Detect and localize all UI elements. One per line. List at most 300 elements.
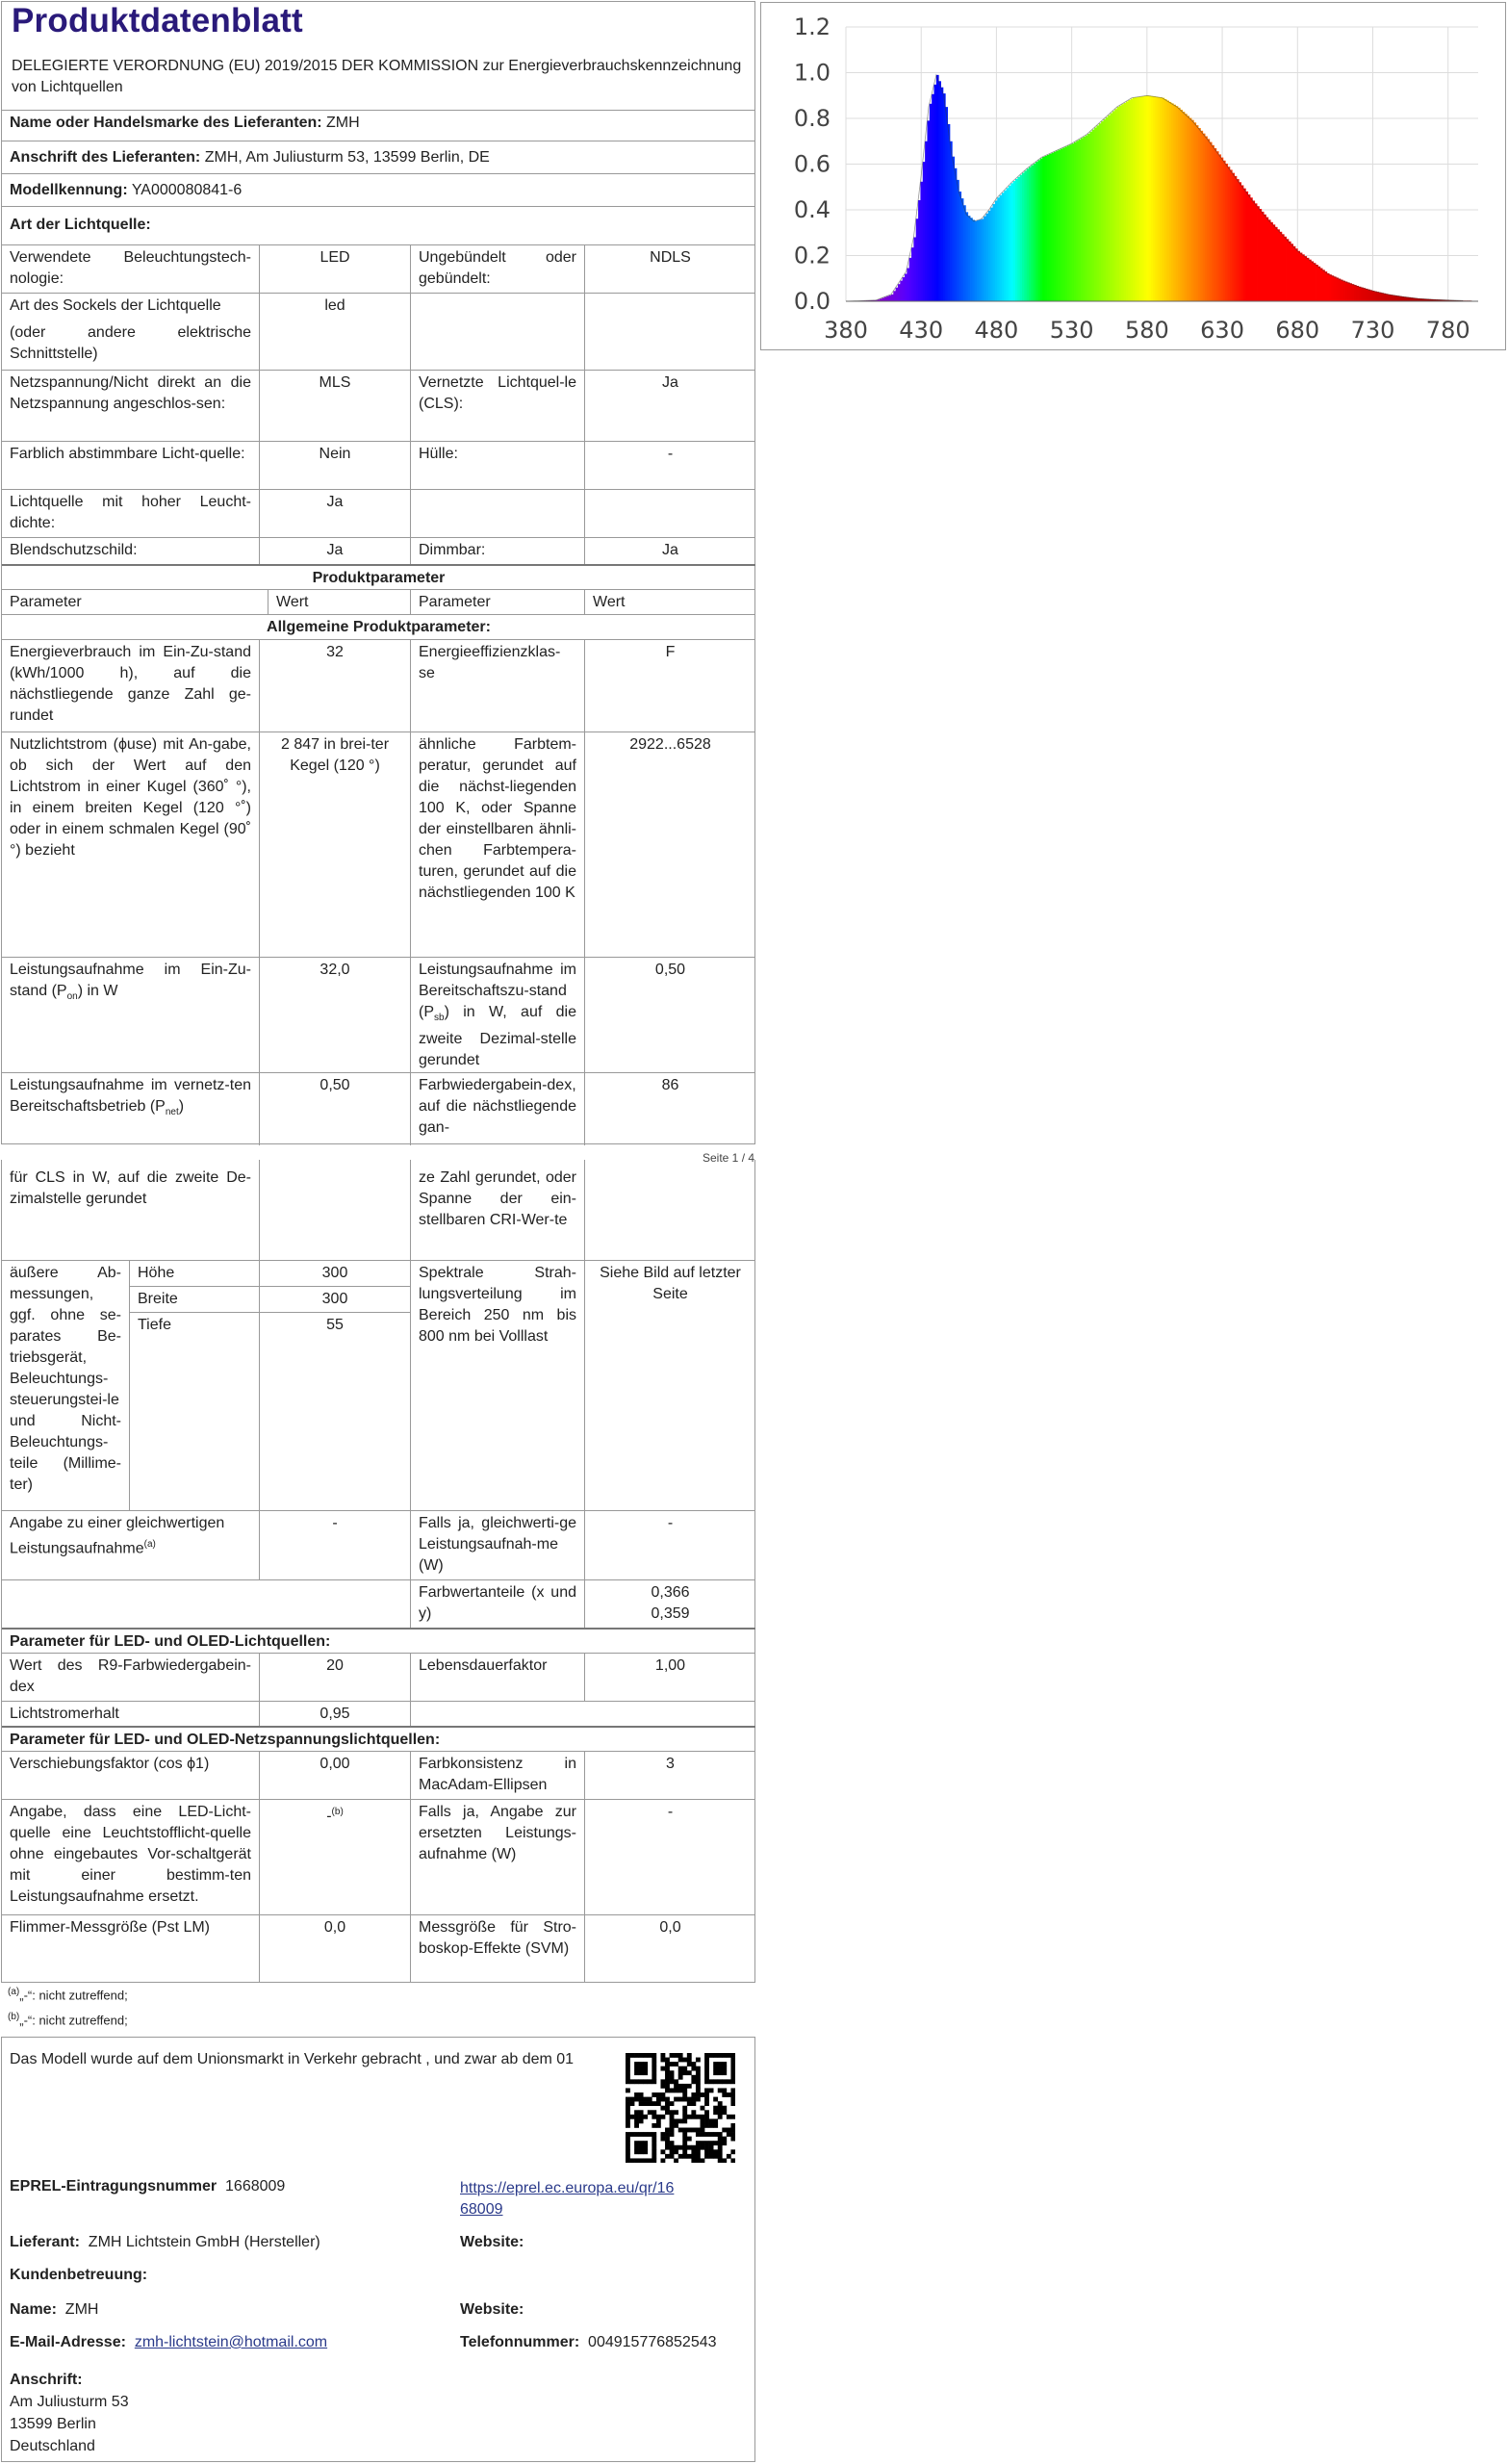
spectrum-bar: [1237, 179, 1240, 301]
spectrum-bar: [952, 157, 955, 301]
highlum-row: [2, 489, 755, 537]
equiv-value: -: [259, 1511, 410, 1579]
dims-row: [2, 1260, 755, 1510]
spectrum-bar: [1013, 181, 1016, 301]
spectrum-bar: [1137, 97, 1140, 301]
supplier-address-row: [2, 141, 755, 173]
pnet-cont-row: [2, 1160, 755, 1260]
spectrum-bar: [893, 291, 896, 301]
phone-line: Telefonnummer: 004915776852543: [460, 2334, 717, 2350]
spectrum-bar: [1086, 136, 1088, 301]
replace-row: [2, 1799, 755, 1914]
chroma-blank: [2, 1580, 410, 1628]
model-value: YA000080841-6: [131, 182, 243, 198]
spectrum-bar: [1151, 96, 1154, 301]
socket-label: Art des Sockels der Lichtquelle: [10, 297, 221, 314]
spectrum-bar: [1044, 156, 1047, 301]
mains-header: Parameter für LED- und OLED-Netzspannungslichtquellen:: [10, 1732, 441, 1748]
replace-label: Angabe, dass eine LED-Licht-quelle eine Leuchtstofflicht-quelle ohne eingebautes Vor-schaltgerät mit einer bestimm-ten Leistungsaufnahme ersetzt.: [10, 1804, 251, 1905]
pnet-cont-label: für CLS in W, auf die zweite De-zimalstelle gerundet: [10, 1169, 251, 1207]
width-value: 300: [259, 1287, 410, 1313]
spectrum-bar: [1339, 278, 1342, 301]
spectrum-bar: [1155, 97, 1158, 301]
spectrum-bar: [1119, 106, 1122, 301]
socket-row: [2, 293, 755, 370]
flicker-value: 0,0: [259, 1915, 410, 1982]
macadam-value: 3: [584, 1752, 755, 1799]
footnote-b: $^{(b)}$„-“: nicht zutreffend;: [8, 2012, 128, 2028]
spectrum-bar: [995, 201, 998, 302]
spectrum-bar: [1131, 99, 1134, 301]
spectrum-bar: [1010, 183, 1013, 301]
y-tick-label: 0.2: [793, 242, 831, 270]
macadam-label: Farbkonsistenz in MacAdam-Ellipsen: [410, 1752, 584, 1799]
spectrum-bar: [1176, 106, 1179, 301]
r9-row: [2, 1653, 755, 1701]
spectrum-bar: [886, 296, 889, 301]
x-tick-label: 530: [1049, 317, 1094, 344]
flicker-row: [2, 1914, 755, 1982]
supplier-name-label: Name oder Handelsmarke des Lieferanten:: [10, 115, 322, 131]
spectrum-bar: [1221, 158, 1224, 301]
spectrum-bar: [1363, 288, 1366, 301]
spectrum-bar: [1280, 232, 1283, 301]
spectrum-bar: [1164, 99, 1167, 301]
spectrum-bar: [1015, 179, 1018, 301]
spectrum-bar: [1304, 256, 1307, 301]
spectrum-bar: [1183, 112, 1186, 301]
spectrum-bar: [1239, 182, 1241, 301]
spectrum-bar: [938, 81, 941, 301]
col-value-2: Wert: [584, 590, 755, 614]
spectrum-bar: [1223, 161, 1226, 301]
spectrum-bar: [1062, 147, 1065, 301]
spectrum-bar: [1327, 273, 1330, 301]
spectrum-bar: [1193, 122, 1196, 301]
spectrum-bar: [1061, 148, 1063, 301]
spectrum-bar: [1248, 194, 1251, 301]
spectrum-bar: [1146, 95, 1149, 301]
spectrum-bar: [943, 93, 946, 301]
spectrum-bar: [1128, 100, 1131, 301]
spectrum-bar: [1191, 120, 1194, 301]
spectrum-bar: [1300, 253, 1303, 301]
x-tick-label: 630: [1200, 317, 1244, 344]
spectrum-bar: [1020, 175, 1023, 301]
params-header: Produktparameter: [312, 570, 446, 586]
spectrum-bar: [907, 269, 909, 301]
spectrum-bar: [1216, 151, 1219, 301]
spectrum-bar: [1135, 97, 1137, 301]
chroma-x: 0,366: [651, 1584, 690, 1601]
spectrum-bar: [891, 295, 894, 301]
spectrum-bar: [945, 107, 948, 301]
spectrum-bar: [1160, 97, 1163, 301]
height-value: 300: [259, 1261, 410, 1287]
spectrum-bar: [1334, 276, 1337, 301]
spectrum-bar: [970, 218, 973, 301]
spectrum-bar: [955, 168, 958, 301]
equiv-row: [2, 1510, 755, 1579]
spectrum-bar: [930, 104, 933, 301]
spectrum-bar: [950, 141, 953, 301]
spectrum-bar: [927, 120, 930, 301]
spectrum-bar: [1059, 150, 1061, 301]
spectrum-bar: [1311, 261, 1314, 301]
col-value-1: Wert: [268, 590, 410, 614]
address-block: Anschrift: Am Juliusturm 53 13599 Berlin Deutschland: [10, 2372, 129, 2454]
spectrum-bar: [1037, 160, 1040, 301]
mains-row: [2, 370, 755, 441]
spectrum-bar: [977, 220, 980, 301]
spectrum-bar: [905, 274, 907, 302]
y-tick-label: 0.8: [793, 105, 831, 132]
supplier-info-box: [1, 2037, 755, 2462]
spectrum-bar: [1225, 164, 1228, 301]
x-tick-label: 430: [899, 317, 944, 344]
spectrum-bar: [1265, 218, 1268, 301]
main-table-continued: [1, 1160, 755, 1983]
mains-label: Netzspannung/Nicht direkt an die Netzspannung angeschlos-sen:: [10, 374, 251, 412]
spectrum-bar: [1255, 203, 1258, 301]
spectrum-bar: [1329, 274, 1332, 301]
spectrum-bar: [1230, 169, 1233, 301]
spectrum-bar: [1272, 224, 1275, 301]
x-tick-label: 730: [1350, 317, 1395, 344]
spectrum-bar: [923, 162, 926, 301]
flux-row: [2, 732, 755, 957]
spectrum-bar: [1354, 285, 1357, 301]
spectrum-bar: [1275, 227, 1278, 301]
main-table: [1, 1, 755, 1144]
r9-label: Wert des R9-Farbwiedergabein-dex: [10, 1657, 251, 1695]
spectrum-bar: [916, 218, 919, 301]
spectrum-bar: [1114, 109, 1117, 301]
replace2-value: -: [584, 1800, 755, 1914]
spectrum-bar: [961, 198, 964, 301]
spectrum-bar: [1302, 254, 1305, 301]
spectrum-bar: [1187, 116, 1189, 301]
cri-cont-label: ze Zahl gerundet, oder Spanne der ein-stellbaren CRI-Wer-te: [410, 1160, 584, 1260]
spectrum-bar: [909, 258, 912, 301]
spectrum-bar: [1124, 103, 1127, 301]
tech-label: Verwendete Beleuchtungstech-nologie:: [10, 249, 251, 287]
spectrum-bar: [1390, 295, 1393, 301]
col-param-2: Parameter: [410, 590, 584, 614]
depth-value: 55: [259, 1313, 410, 1510]
x-tick-label: 680: [1275, 317, 1320, 344]
spectrum-bar: [1322, 270, 1325, 301]
spectrum-bar: [1207, 139, 1210, 301]
spectrum-bar: [972, 219, 975, 301]
pnet-row: [2, 1072, 755, 1145]
envelope-label: Hülle:: [410, 442, 584, 489]
spectrum-bar: [1394, 295, 1397, 301]
spectrum-bar: [1072, 143, 1075, 301]
model-row: [2, 173, 755, 206]
email-line: E-Mail-Adresse: zmh-lichtstein@hotmail.com: [10, 2334, 328, 2350]
spectrum-bar: [1241, 185, 1244, 301]
spectrum-bar: [1383, 294, 1386, 301]
equiv2-label: Falls ja, gleichwerti-ge Leistungsaufnah-me (W): [410, 1511, 584, 1579]
spectrum-bar: [918, 200, 921, 301]
cri-label: Farbwiedergabein-dex, auf die nächstliegende gan-: [410, 1073, 584, 1145]
flux-value: 2 847 in brei-ter Kegel (120 °): [259, 732, 410, 957]
params-colhead-row: [2, 589, 755, 614]
spectrum-bar: [1347, 282, 1350, 301]
cct-value: 2922...6528: [584, 732, 755, 957]
dpf-value: 0,00: [259, 1752, 410, 1799]
spectrum-bar: [1341, 280, 1343, 301]
website-label: Website:: [460, 2234, 524, 2250]
spectrum-bar: [1099, 123, 1102, 301]
maint-blank: [410, 1702, 755, 1726]
led-header: Parameter für LED- und OLED-Lichtquellen:: [10, 1633, 331, 1650]
chroma-label: Farbwertanteile (x und y): [410, 1580, 584, 1628]
spectrum-bar: [1106, 117, 1109, 301]
spectrum-bar: [1076, 141, 1079, 301]
spectrum-bar: [1101, 121, 1104, 301]
y-tick-label: 0.4: [793, 196, 831, 223]
energy-label: Energieverbrauch im Ein-Zu-stand (kWh/1000 h), auf die nächstliegende ganze Zahl ge-rundet: [10, 644, 251, 724]
spectrum-bar: [1295, 248, 1298, 301]
spectrum-bar: [1083, 137, 1086, 301]
spectrum-bar: [941, 88, 944, 301]
spectrum-bar: [1067, 145, 1070, 301]
spectrum-bar: [889, 295, 892, 301]
color-value: Nein: [259, 442, 410, 489]
eclass-value: F: [584, 640, 755, 732]
spectrum-bar: [1397, 295, 1400, 301]
cct-label: ähnliche Farbtem-peratur, gerundet auf die nächst-liegenden 100 K, oder Spanne der einstellbaren ähnli-chen Farbtempera-turen, gerundet auf die nächstliegenden 100 K: [410, 732, 584, 957]
spectrum-bar: [1284, 237, 1287, 301]
equiv2-value: -: [584, 1511, 755, 1579]
spectrum-bar: [1081, 138, 1084, 301]
cri-cont-blank: [584, 1160, 755, 1260]
spectrum-bar: [1089, 132, 1092, 301]
y-tick-label: 0.6: [793, 150, 831, 178]
spectrum-bar: [1336, 277, 1339, 301]
color-label: Farblich abstimmbare Licht-quelle:: [10, 446, 245, 462]
spectrum-bar: [1316, 265, 1318, 301]
spectrum-bar: [1270, 222, 1273, 301]
spectrum-bar: [1374, 292, 1377, 301]
spectrum-bar: [1359, 287, 1362, 301]
y-tick-label: 0.0: [793, 288, 831, 315]
pnet-label: Leistungsaufnahme im vernetz-ten Bereitschaftsbetrieb $(P_{net})$: [10, 1077, 251, 1118]
spectrum-bar: [1210, 142, 1213, 301]
maint-row: [2, 1701, 755, 1726]
spectrum-bar: [1307, 258, 1310, 301]
psb-value: 0,50: [584, 958, 755, 1072]
page-title: Produktdatenblatt: [12, 2, 303, 39]
spectrum-bar: [1000, 195, 1003, 301]
lighttype-header: Art der Lichtquelle:: [10, 217, 151, 233]
spectrum-bar: [1381, 293, 1384, 301]
spectrum-bar: [1034, 164, 1036, 301]
spectrum-bar: [958, 192, 961, 301]
spectrum-bar: [1056, 151, 1059, 301]
spectrum-bar: [1112, 111, 1115, 301]
spectrum-bar: [993, 204, 996, 301]
spectrum-bar: [982, 219, 984, 302]
spectrum-bar: [1205, 137, 1208, 301]
life-label: Lebensdauerfaktor: [410, 1654, 584, 1701]
spectrum-bar: [1029, 167, 1032, 301]
spectrum-bar: [1173, 105, 1176, 301]
x-tick-label: 780: [1425, 317, 1470, 344]
spectrum-bar: [1139, 96, 1142, 301]
spectrum-bar: [900, 281, 903, 301]
params-header-row: [2, 564, 755, 589]
cls-value: Ja: [584, 371, 755, 441]
width-label: Breite: [129, 1287, 259, 1313]
spectrum-bar: [1054, 152, 1057, 301]
dpf-label: Verschiebungsfaktor (cos ϕ1): [10, 1756, 210, 1772]
spectrum-bar: [988, 211, 991, 301]
spd-label: Spektrale Strah-lungsverteilung im Bereich 250 nm bis 800 nm bei Volllast: [410, 1261, 584, 1510]
spectrum-bar: [1366, 289, 1368, 301]
glare-row: [2, 537, 755, 564]
spectrum-bar: [1349, 283, 1352, 301]
spectrum-bar: [1259, 209, 1262, 301]
spectrum-bar: [975, 221, 978, 301]
regulation-subtitle: DELEGIERTE VERORDNUNG (EU) 2019/2015 DER KOMMISSION zur Energieverbrauchskennzeichnung von Lichtquellen: [12, 58, 742, 95]
spectrum-bar: [1293, 246, 1296, 301]
spectrum-bar: [1228, 167, 1231, 301]
spectrum-bar: [1317, 267, 1320, 301]
socket-blank-b: [584, 294, 755, 370]
supplier-address-label: Anschrift des Lieferanten:: [10, 149, 201, 166]
spectrum-bar: [984, 217, 986, 301]
spectrum-bar: [1356, 286, 1359, 301]
socket-blank-a: [410, 294, 584, 370]
spectrum-bar: [1218, 154, 1221, 301]
spectrum-bar: [1069, 144, 1072, 301]
spectrum-bar: [903, 277, 906, 301]
spectrum-bar: [1200, 131, 1203, 301]
spectrum-bar: [1291, 244, 1293, 301]
spectrum-bar: [1009, 186, 1011, 301]
spectrum-bar: [1111, 114, 1113, 301]
spectrum-bar: [1320, 269, 1323, 301]
spectrum-bar: [934, 85, 937, 301]
spectrum-bar: [1004, 191, 1007, 301]
spectrum-bar: [1049, 154, 1052, 301]
spectrum-bar: [884, 297, 887, 301]
spectrum-bar: [1372, 291, 1375, 301]
eprel-link[interactable]: https://eprel.ec.europa.eu/qr/16 68009: [460, 2180, 675, 2218]
dpf-row: [2, 1751, 755, 1799]
dim-value: Ja: [584, 538, 755, 564]
spectrum-bar: [1144, 96, 1147, 301]
spectrum-bar: [1040, 159, 1043, 301]
spectrum-bar: [1065, 146, 1068, 301]
spectrum-bar: [1264, 215, 1266, 301]
highlum-blank-b: [584, 490, 755, 537]
spectrum-bar: [997, 197, 1000, 301]
spd-value: Siehe Bild auf letzter Seite: [584, 1261, 755, 1510]
spectrum-bar: [1042, 157, 1045, 301]
svm-value: 0,0: [584, 1915, 755, 1982]
pon-label: Leistungsaufnahme im Ein-Zu-stand $(P_{on})$ in W: [10, 962, 251, 1003]
name-line: Name: ZMH: [10, 2301, 99, 2318]
spectrum-bar: [1309, 260, 1312, 301]
spectrum-bar: [1277, 229, 1280, 301]
spectrum-bar: [1096, 125, 1099, 301]
spectrum-bar: [1235, 176, 1238, 301]
spectrum-bar: [1158, 97, 1161, 301]
spectrum-bar: [985, 214, 988, 301]
eclass-label: Energieeffizienzklas-se: [410, 640, 584, 732]
socket-value: led: [259, 294, 410, 370]
footnote-a: $^{(a)}$„-“: nicht zutreffend;: [8, 1987, 128, 2003]
general-header-row: [2, 614, 755, 639]
pon-row: [2, 957, 755, 1072]
spectrum-bar: [1103, 119, 1106, 301]
spectrum-bar: [1126, 101, 1129, 301]
mains-header-row: [2, 1726, 755, 1751]
spectrum-bar: [1287, 239, 1290, 301]
eprel-line: EPREL-Eintragungsnummer 1668009: [10, 2178, 286, 2194]
maint-label: Lichtstromerhalt: [10, 1706, 119, 1722]
spectrum-bar: [1268, 219, 1271, 301]
spectrum-bar: [1087, 134, 1090, 301]
spectrum-bar: [1121, 104, 1124, 301]
mains-value: MLS: [259, 371, 410, 441]
email-link[interactable]: zmh-lichtstein@hotmail.com: [134, 2334, 328, 2350]
spectrum-bar: [1198, 128, 1201, 301]
chroma-row: [2, 1579, 755, 1628]
pnet-value: 0,50: [259, 1073, 410, 1145]
spectrum-bar: [1133, 98, 1136, 301]
x-tick-label: 380: [824, 317, 868, 344]
spectrum-bar: [1345, 282, 1348, 301]
lighttype-header-row: [2, 206, 755, 244]
spectrum-bar: [1245, 192, 1248, 301]
spectrum-bar: [1166, 100, 1169, 301]
cls-label: Vernetzte Lichtquel-le (CLS):: [410, 371, 584, 441]
spectrum-bar: [1079, 140, 1082, 301]
spectrum-bar: [1141, 96, 1144, 301]
lieferant-line: Lieferant: ZMH Lichtstein GmbH (Hersteller): [10, 2234, 320, 2250]
spectrum-bar: [1171, 103, 1174, 301]
energy-value: 32: [259, 640, 410, 732]
spectrum-bar: [1007, 188, 1010, 301]
market-text: Das Modell wurde auf dem Unionsmarkt in Verkehr gebracht , und zwar ab dem 01: [10, 2051, 575, 2067]
spectrum-bar: [1342, 281, 1345, 301]
spectrum-bar: [1189, 118, 1192, 301]
supplier-address-value: ZMH, Am Juliusturm 53, 13599 Berlin, DE: [204, 149, 490, 166]
spectrum-bar: [1052, 153, 1055, 301]
spectrum-bar: [1393, 295, 1395, 301]
col-param-1: Parameter: [10, 594, 82, 610]
spectrum-bar: [1369, 290, 1372, 301]
psb-label: Leistungsaufnahme im Bereitschaftszu-stand $(P_{sb})$ in W, auf die zweite Dezimal-stelle gerundet: [410, 958, 584, 1072]
envelope-value: -: [584, 442, 755, 489]
spectrum-bar: [1262, 212, 1265, 301]
spectrum-bar: [965, 212, 968, 301]
r9-value: 20: [259, 1654, 410, 1701]
dim-label: Dimmbar:: [410, 538, 584, 564]
svm-label: Messgröße für Stro-boskop-Effekte (SVM): [410, 1915, 584, 1982]
highlum-value: Ja: [259, 490, 410, 537]
spectrum-bar: [1257, 206, 1260, 301]
glare-label: Blendschutzschild:: [10, 542, 138, 558]
spectrum-bar: [1243, 189, 1246, 301]
spectrum-bar: [911, 247, 914, 301]
flicker-label: Flimmer-Messgröße (Pst LM): [10, 1919, 211, 1936]
